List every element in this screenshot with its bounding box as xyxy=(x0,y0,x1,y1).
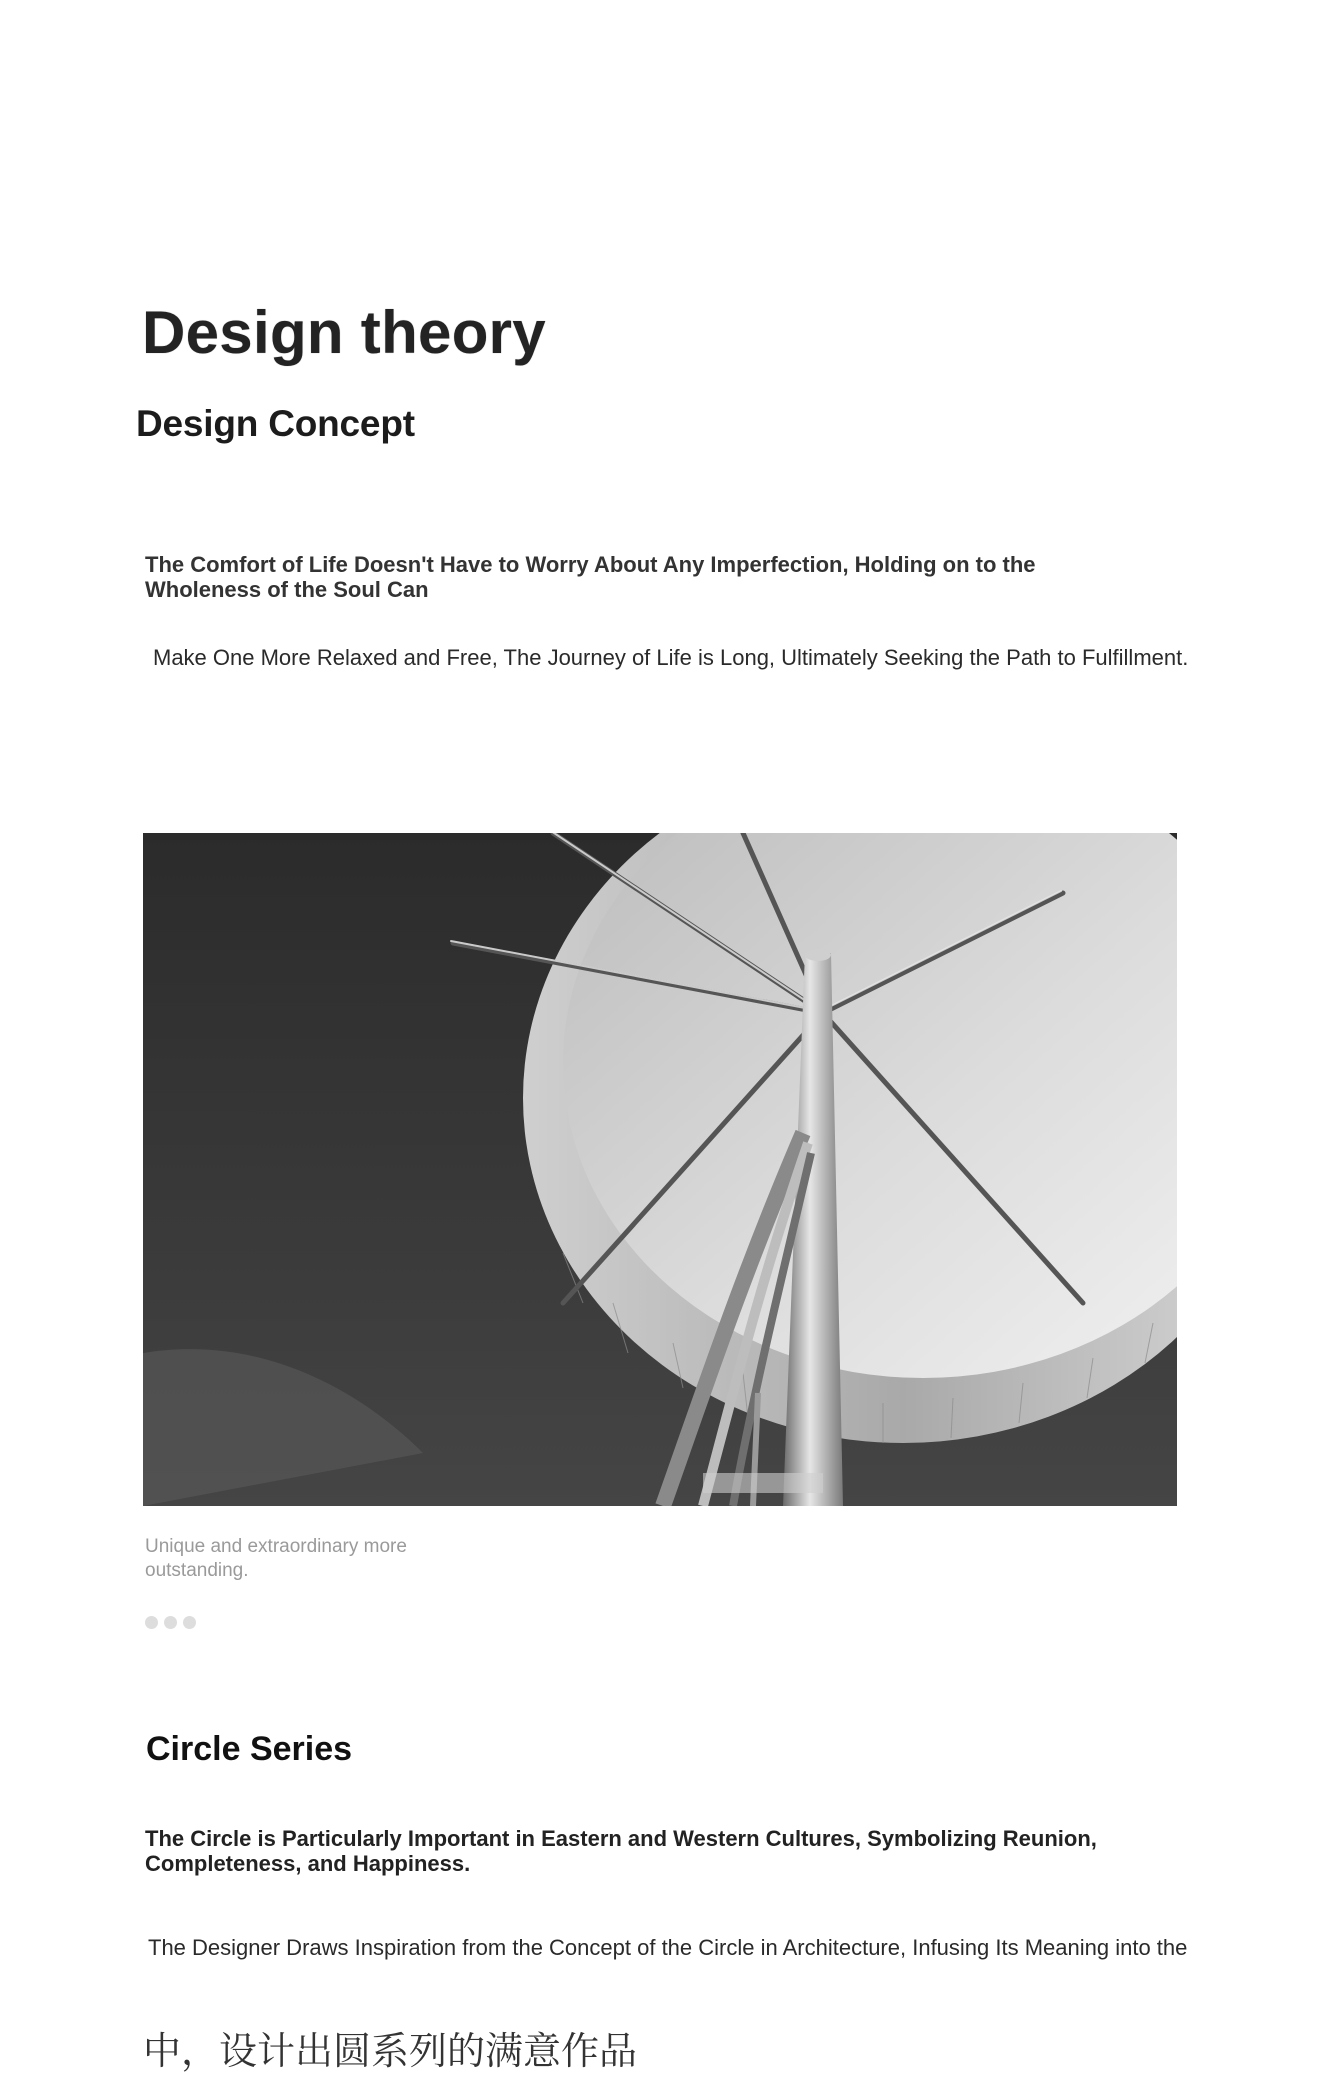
carousel-dots[interactable] xyxy=(145,1616,196,1632)
hero-caption: Unique and extraordinary more outstanding. xyxy=(145,1536,407,1581)
hero-image[interactable] xyxy=(143,833,1177,1506)
concept-body-text: Make One More Relaxed and Free, The Journey of Life is Long, Ultimately Seeking the Path to Fulfillment. xyxy=(153,645,1189,670)
architectural-circle-skylight-photo xyxy=(143,833,1177,1506)
series-chinese-text: 中，设计出圆系列的满意作品 xyxy=(143,2029,638,2073)
carousel-dot[interactable] xyxy=(164,1616,177,1629)
section-title-design-concept: Design Concept xyxy=(136,403,415,444)
carousel-dot[interactable] xyxy=(183,1616,196,1629)
series-body-text: The Designer Draws Inspiration from the Concept of the Circle in Architecture, Infusing Its Meaning into the xyxy=(148,1935,1188,1960)
section-title-circle-series: Circle Series xyxy=(146,1730,353,1768)
concept-headline: The Comfort of Life Doesn't Have to Worry About Any Imperfection, Holding on to the Wholeness of the Soul Can xyxy=(145,552,1036,602)
page-title: Design theory xyxy=(142,299,546,366)
carousel-dot[interactable] xyxy=(145,1616,158,1629)
series-headline: The Circle is Particularly Important in Eastern and Western Cultures, Symbolizing Reunion, Completeness, and Happiness. xyxy=(145,1826,1097,1876)
